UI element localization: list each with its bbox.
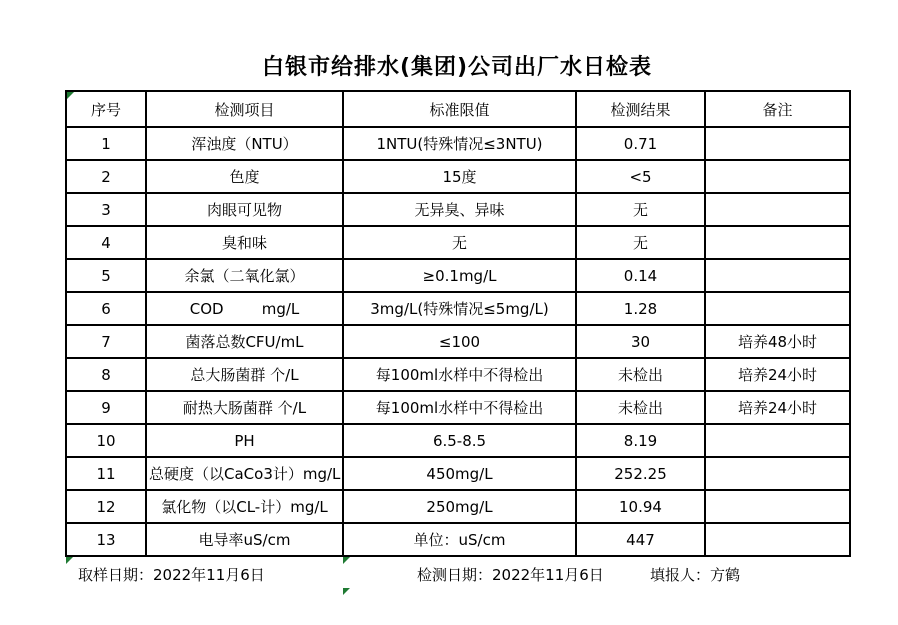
cell-no: 5: [66, 259, 146, 292]
cell-result: 30: [576, 325, 705, 358]
cell-result: 1.28: [576, 292, 705, 325]
cell-item: 总大肠菌群 个/L: [146, 358, 343, 391]
cell-remark: [705, 424, 850, 457]
table-row: [66, 193, 850, 226]
cell-result: 0.14: [576, 259, 705, 292]
cell-standard: 3mg/L(特殊情况≤5mg/L): [343, 292, 576, 325]
table-header: [66, 91, 850, 127]
sample-date-label: 取样日期：2022年11月6日: [78, 566, 265, 584]
cell-item: 浑浊度（NTU）: [146, 127, 343, 160]
cell-result: 252.25: [576, 457, 705, 490]
cell-remark: [705, 292, 850, 325]
cell-remark: [705, 457, 850, 490]
cell-item: 臭和味: [146, 226, 343, 259]
cell-remark: 培养24小时: [705, 358, 850, 391]
cell-item: COD mg/L: [146, 292, 343, 325]
cell-remark: [705, 523, 850, 556]
cell-remark: [705, 226, 850, 259]
cell-remark: [705, 490, 850, 523]
cell-item: 耐热大肠菌群 个/L: [146, 391, 343, 424]
cell-item: 氯化物（以CL-计）mg/L: [146, 490, 343, 523]
test-date-label: 检测日期：2022年11月6日: [417, 566, 604, 584]
excel-error-triangle-icon: [67, 92, 74, 99]
column-header-index: 序号: [66, 91, 146, 127]
column-header-result: 检测结果: [576, 91, 705, 127]
cell-remark: [705, 160, 850, 193]
cell-result: 8.19: [576, 424, 705, 457]
cell-no: 6: [66, 292, 146, 325]
cell-standard: 无: [343, 226, 576, 259]
cell-standard: ≤100: [343, 325, 576, 358]
cell-no: 8: [66, 358, 146, 391]
cell-result: 无: [576, 226, 705, 259]
cell-standard: 15度: [343, 160, 576, 193]
table-row: [66, 358, 850, 391]
table-row: [66, 523, 850, 556]
table-header-row: [66, 91, 850, 127]
table-row: [66, 457, 850, 490]
cell-no: 10: [66, 424, 146, 457]
cell-result: <5: [576, 160, 705, 193]
table-row: [66, 424, 850, 457]
cell-item: 色度: [146, 160, 343, 193]
excel-error-triangle-icon: [343, 588, 350, 595]
cell-no: 3: [66, 193, 146, 226]
cell-no: 1: [66, 127, 146, 160]
cell-item: PH: [146, 424, 343, 457]
cell-item: 肉眼可见物: [146, 193, 343, 226]
table-row: [66, 391, 850, 424]
table-row: [66, 292, 850, 325]
cell-result: 未检出: [576, 358, 705, 391]
cell-result: 无: [576, 193, 705, 226]
cell-item: 余氯（二氧化氯）: [146, 259, 343, 292]
cell-remark: [705, 193, 850, 226]
cell-no: 11: [66, 457, 146, 490]
cell-standard: 每100ml水样中不得检出: [343, 391, 576, 424]
table-row: [66, 127, 850, 160]
table-row: [66, 325, 850, 358]
table-body: [66, 127, 850, 556]
page-title: 白银市给排水(集团)公司出厂水日检表: [261, 55, 653, 80]
cell-standard: 单位：uS/cm: [343, 523, 576, 556]
cell-standard: 250mg/L: [343, 490, 576, 523]
cell-remark: 培养48小时: [705, 325, 850, 358]
cell-no: 13: [66, 523, 146, 556]
table-row: [66, 490, 850, 523]
cell-no: 9: [66, 391, 146, 424]
column-header-item: 检测项目: [146, 91, 343, 127]
cell-standard: 450mg/L: [343, 457, 576, 490]
cell-standard: 无异臭、异味: [343, 193, 576, 226]
excel-error-triangle-icon: [66, 557, 73, 564]
cell-result: 447: [576, 523, 705, 556]
cell-no: 2: [66, 160, 146, 193]
cell-result: 10.94: [576, 490, 705, 523]
cell-result: 0.71: [576, 127, 705, 160]
cell-no: 7: [66, 325, 146, 358]
table-row: [66, 160, 850, 193]
cell-item: 电导率uS/cm: [146, 523, 343, 556]
inspection-table: [65, 90, 851, 557]
footer: [0, 564, 898, 584]
cell-item: 菌落总数CFU/mL: [146, 325, 343, 358]
cell-no: 12: [66, 490, 146, 523]
reporter-label: 填报人：方鹤: [650, 566, 741, 584]
cell-remark: 培养24小时: [705, 391, 850, 424]
cell-result: 未检出: [576, 391, 705, 424]
cell-standard: 1NTU(特殊情况≤3NTU): [343, 127, 576, 160]
table-row: [66, 226, 850, 259]
cell-standard: 每100ml水样中不得检出: [343, 358, 576, 391]
cell-remark: [705, 259, 850, 292]
cell-no: 4: [66, 226, 146, 259]
excel-error-triangle-icon: [343, 557, 350, 564]
cell-remark: [705, 127, 850, 160]
column-header-remark: 备注: [705, 91, 850, 127]
column-header-standard: 标准限值: [343, 91, 576, 127]
cell-standard: 6.5-8.5: [343, 424, 576, 457]
table-row: [66, 259, 850, 292]
cell-standard: ≥0.1mg/L: [343, 259, 576, 292]
cell-item: 总硬度（以CaCo3计）mg/L: [146, 457, 343, 490]
